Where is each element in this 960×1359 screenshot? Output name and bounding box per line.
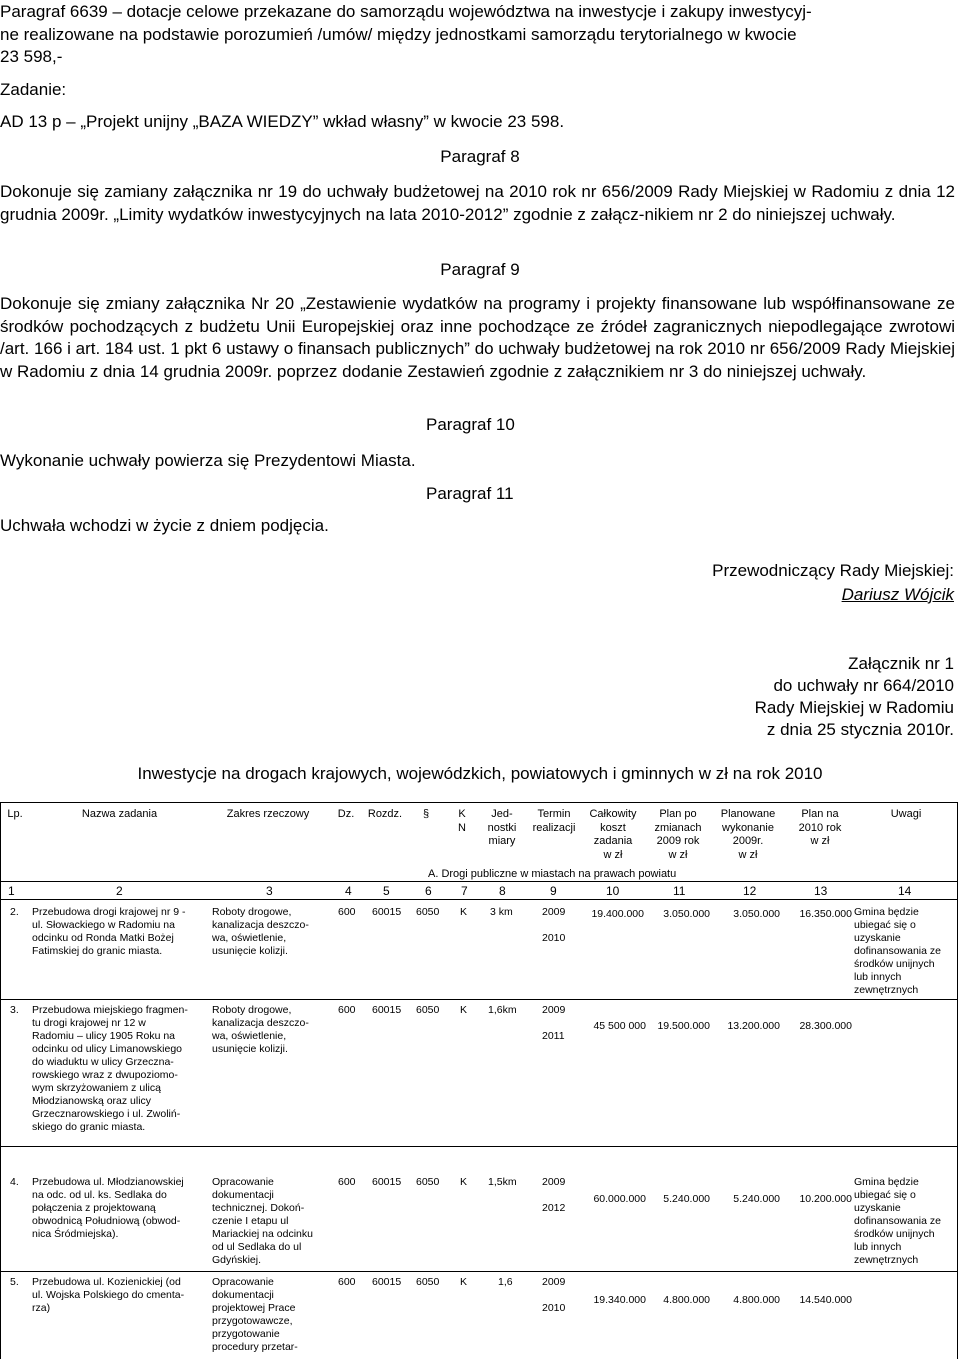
attachment-title: Inwestycje na drogach krajowych, wojewódzkich, powiatowych i gminnych w zł na rok 2010 <box>137 764 823 783</box>
row-nazwa: Przebudowa miejskiego fragmen- tu drogi krajowej nr 12 w Radomiu – ulicy 1905 Roku na odcinku od ulicy Limanowskiego do wiaduktu w ulicy Grzeczna- rowskiego wraz z dwupoziomo- wym skrzyżowaniem z ulicą Młodzianowską oraz ulicy Grzecznarowskiego i ul. Zwoliń- skiego do granic miasta. <box>32 1004 188 1133</box>
paragraf-8-text: Dokonuje się zamiany załącznika nr 19 do uchwały budżetowej na 2010 rok nr 656/2009 Rady Miejskiej w Radomiu z dnia 12 grudnia 2009r. „Limity wydatków inwestycyjnych na lata 2010-2012” zgodnie z załącz-nikiem nr 2 do niniejszej uchwały. <box>0 182 955 224</box>
row-jednostki: 1,6 <box>498 1276 513 1288</box>
row-nazwa: Przebudowa ul. Młodzianowskiej na odc. od ul. ks. Sedlaka do połączenia z projektowaną obwodnicą Południową (obwod- nica Śródmiejska). <box>32 1176 184 1240</box>
paragraf-10-title: Paragraf 10 <box>426 415 515 434</box>
header-termin: Termin realizacji <box>532 808 576 834</box>
header-jednostki: Jed- nostki miary <box>487 808 517 847</box>
paragraph-6639: Paragraf 6639 – dotacje celowe przekazane do samorządu województwa na inwestycje i zakupy inwestycyj- ne realizowane na podstawie porozumień /umów/ między jednostkami samorządu terytorialnego w kwocie 23 598,- <box>0 2 812 66</box>
zadanie-text: AD 13 p – „Projekt unijny „BAZA WIEDZY” wkład własny” w kwocie 23 598. <box>0 112 565 131</box>
colnum-14: 14 <box>898 884 912 898</box>
table-border-left <box>0 802 1 1359</box>
header-rozdz: Rozdz. <box>367 808 403 820</box>
colnum-4: 4 <box>345 884 352 898</box>
colnum-3: 3 <box>266 884 273 898</box>
colnum-6: 6 <box>425 884 432 898</box>
row-jednostki: 1,5km <box>488 1176 517 1188</box>
zadanie-label: Zadanie: <box>0 80 67 99</box>
header-plan-po: Plan po zmianach 2009 rok w zł <box>654 808 702 861</box>
row-koszt: 19.400.000 <box>591 908 644 920</box>
paragraf-11-text: Uchwała wchodzi w życie z dniem podjęcia. <box>0 516 329 535</box>
row-paragraf: 6050 <box>416 906 440 918</box>
row-zakres: Roboty drogowe, kanalizacja deszczo- wa, oświetlenie, usunięcie kolizji. <box>212 906 309 957</box>
row-planowane: 13.200.000 <box>727 1020 780 1032</box>
row-rozdz: 60015 <box>372 1176 402 1188</box>
paragraf-10-text: Wykonanie uchwały powierza się Prezydentowi Miasta. <box>0 451 416 470</box>
attachment-number: Załącznik nr 1 <box>848 654 954 673</box>
section-header: A. Drogi publiczne w miastach na prawach powiatu <box>428 868 677 880</box>
row-uwagi: Gmina będzie ubiegać się o uzyskanie dofinansowania ze środków unijnych lub innych zewnętrznych <box>854 1176 941 1266</box>
row-kn: K <box>460 1004 468 1016</box>
attachment-resolution: do uchwały nr 664/2010 <box>773 676 954 695</box>
colnum-1: 1 <box>8 884 15 898</box>
colnum-10: 10 <box>606 884 620 898</box>
header-zakres: Zakres rzeczowy <box>226 808 310 820</box>
row-dz: 600 <box>338 906 356 918</box>
row-rozdz: 60015 <box>372 1004 402 1016</box>
row-planowane: 5.240.000 <box>733 1193 780 1205</box>
row-plan-na: 10.200.000 <box>799 1193 852 1205</box>
row-plan-na: 16.350.000 <box>799 908 852 920</box>
attachment-council: Rady Miejskiej w Radomiu <box>754 698 954 717</box>
row-jednostki: 1,6km <box>488 1004 517 1016</box>
row-lp: 5. <box>10 1276 19 1288</box>
row-rozdz: 60015 <box>372 1276 402 1288</box>
row-zakres: Roboty drogowe, kanalizacja deszczo- wa, oświetlenie, usunięcie kolizji. <box>212 1004 309 1055</box>
table-rule <box>0 1146 958 1147</box>
row-plan-na: 28.300.000 <box>799 1020 852 1032</box>
row-rozdz: 60015 <box>372 906 402 918</box>
row-lp: 2. <box>10 906 19 918</box>
row-termin: 2009 2011 <box>542 1004 566 1042</box>
colnum-2: 2 <box>116 884 123 898</box>
paragraf-9-title: Paragraf 9 <box>440 260 520 279</box>
row-nazwa: Przebudowa drogi krajowej nr 9 - ul. Słowackiego w Radomiu na odcinku od Ronda Matki Bożej Fatimskiej do granic miasta. <box>32 906 186 957</box>
colnum-7: 7 <box>461 884 468 898</box>
header-nazwa: Nazwa zadania <box>81 808 158 820</box>
paragraf-11-title: Paragraf 11 <box>426 484 514 503</box>
investments-table <box>0 802 958 1359</box>
attachment-date: z dnia 25 stycznia 2010r. <box>766 720 954 739</box>
table-border-top <box>0 802 958 803</box>
table-rule <box>0 1271 958 1272</box>
row-zakres: Opracowanie dokumentacji projektowej Prace przygotowawcze, przygotowanie procedury przetar- <box>212 1276 298 1353</box>
row-koszt: 19.340.000 <box>593 1294 646 1306</box>
row-planowane: 4.800.000 <box>733 1294 780 1306</box>
row-paragraf: 6050 <box>416 1276 440 1288</box>
row-paragraf: 6050 <box>416 1176 440 1188</box>
row-kn: K <box>460 1176 468 1188</box>
header-planowane: Planowane wykonanie 2009r. w zł <box>720 808 776 861</box>
row-plan-po: 3.050.000 <box>663 908 710 920</box>
signature-title: Przewodniczący Rady Miejskiej: <box>712 561 954 580</box>
row-dz: 600 <box>338 1176 356 1188</box>
colnum-9: 9 <box>550 884 557 898</box>
signature-name: Dariusz Wójcik <box>841 585 954 604</box>
header-koszt: Całkowity koszt zadania w zł <box>589 808 637 861</box>
table-rule <box>0 881 958 882</box>
row-termin: 2009 2012 <box>542 1176 566 1214</box>
row-termin: 2009 2010 <box>542 906 566 944</box>
table-rule <box>0 899 958 900</box>
row-plan-po: 4.800.000 <box>663 1294 710 1306</box>
row-nazwa: Przebudowa ul. Kozienickiej (od ul. Wojska Polskiego do cmenta- rza) <box>32 1276 185 1314</box>
table-rule <box>0 999 958 1000</box>
colnum-11: 11 <box>673 884 686 898</box>
row-kn: K <box>460 1276 468 1288</box>
row-plan-po: 19.500.000 <box>657 1020 710 1032</box>
colnum-12: 12 <box>743 884 757 898</box>
row-jednostki: 3 km <box>490 906 513 918</box>
row-plan-na: 14.540.000 <box>799 1294 852 1306</box>
row-plan-po: 5.240.000 <box>663 1193 710 1205</box>
row-lp: 4. <box>10 1176 19 1188</box>
header-uwagi: Uwagi <box>890 808 922 820</box>
row-uwagi: Gmina będzie ubiegać się o uzyskanie dofinansowania ze środków unijnych lub innych zewnętrznych <box>854 906 941 996</box>
row-termin: 2009 2010 <box>542 1276 566 1314</box>
row-zakres: Opracowanie dokumentacji technicznej. Dokoń- czenie I etapu ul Mariackiej na odcinku od ul Sedlaka do ul Gdyńskiej. <box>212 1176 313 1266</box>
header-lp: Lp. <box>7 808 23 820</box>
table-border-right <box>957 802 958 1359</box>
colnum-5: 5 <box>383 884 390 898</box>
row-lp: 3. <box>10 1004 19 1016</box>
header-dz: Dz. <box>337 808 355 820</box>
header-kn: K N <box>458 808 466 834</box>
header-plan-na: Plan na 2010 rok w zł <box>798 808 842 847</box>
row-kn: K <box>460 906 468 918</box>
paragraf-8-title: Paragraf 8 <box>440 147 520 166</box>
row-planowane: 3.050.000 <box>733 908 780 920</box>
row-paragraf: 6050 <box>416 1004 440 1016</box>
colnum-13: 13 <box>814 884 828 898</box>
row-dz: 600 <box>338 1276 356 1288</box>
row-koszt: 45 500 000 <box>593 1020 646 1032</box>
row-dz: 600 <box>338 1004 356 1016</box>
header-paragraf: § <box>422 808 430 820</box>
row-koszt: 60.000.000 <box>593 1193 646 1205</box>
colnum-8: 8 <box>499 884 506 898</box>
paragraf-9-text: Dokonuje się zmiany załącznika Nr 20 „Zestawienie wydatków na programy i projekty finansowane lub współfinansowane ze środków pochodzących z budżetu Unii Europejskiej oraz inne pochodzące ze źródeł zagranicznych niepodlegające zwrotowi /art. 166 i art. 184 ust. 1 pkt 6 ustawy o finansach publicznych” do uchwały budżetowej na rok 2010 nr 656/2009 Rady Miejskiej w Radomiu z dnia 14 grudnia 2009r. poprzez dodanie Zestawień zgodnie z załącznikiem nr 3 do niniejszej uchwały. <box>0 294 955 381</box>
